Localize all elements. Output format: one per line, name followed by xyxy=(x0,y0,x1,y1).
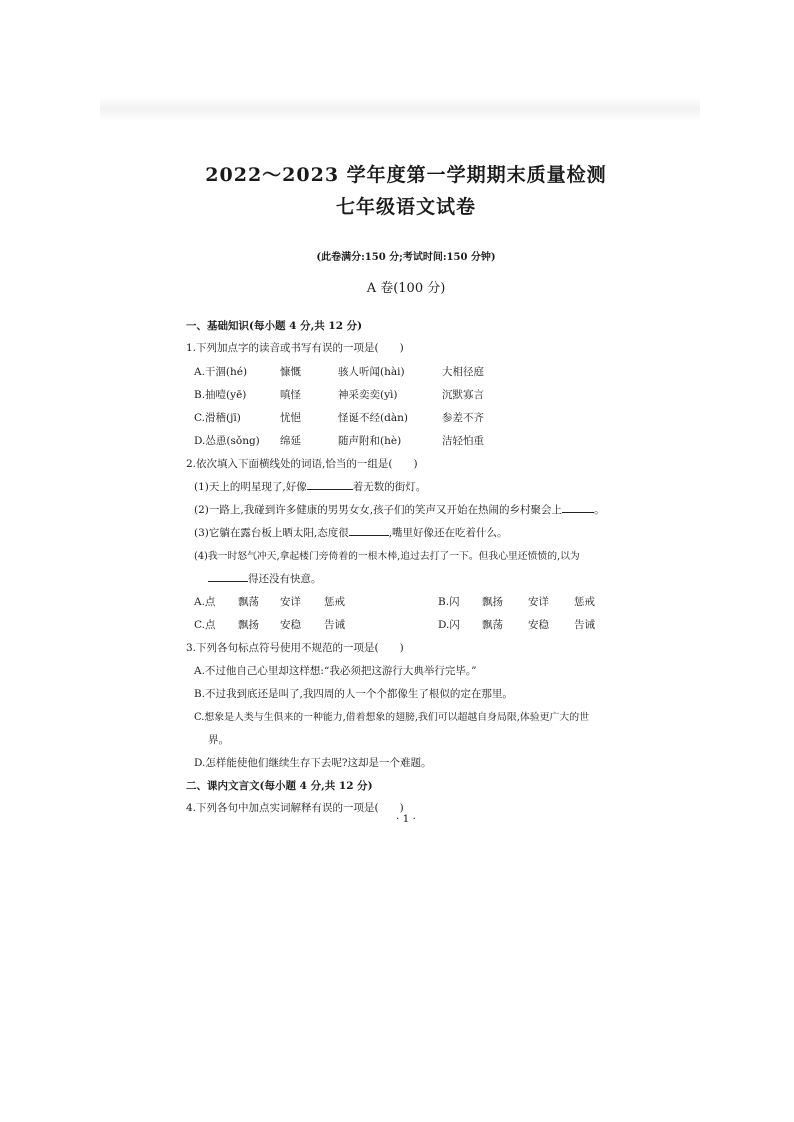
q1-a-1: A.干涸(hé) xyxy=(194,366,248,378)
q3-stem: 3.下列各句标点符号使用不规范的一项是( ) xyxy=(186,642,404,654)
q2-sentence-2 xyxy=(194,502,605,517)
q3-option-d: D.怎样能使他们继续生存下去呢?这却是一个难题。 xyxy=(194,757,432,769)
exam-title: 2022～2023 学年度第一学期期末质量检测 xyxy=(205,164,607,186)
q2-sentence-4-cont xyxy=(208,571,322,586)
q3-option-a: A.不过他自己心里却这样想:“我必须把这游行大典举行完毕。” xyxy=(194,665,477,677)
exam-subtitle: 七年级语文试卷 xyxy=(335,196,476,218)
q2-c-1: C.点 xyxy=(194,619,216,631)
q1-a-2: 慷慨 xyxy=(280,366,301,378)
q2-s4-blank xyxy=(208,571,248,582)
q1-c-2: 忧悒 xyxy=(280,412,301,424)
part1-heading: 一、基础知识(每小题 4 分,共 12 分) xyxy=(186,320,363,332)
q2-s4-text-end: 得还没有快意。 xyxy=(248,573,322,585)
q2-s3-text: (3)它躺在露台板上晒太阳,态度很 xyxy=(194,527,349,539)
q1-d-4: 洁轻怕重 xyxy=(442,435,484,447)
q2-d-1: D.闪 xyxy=(438,619,460,631)
q1-b-4: 沉默寡言 xyxy=(442,389,484,401)
q2-c-2: 飘扬 xyxy=(238,619,259,631)
q4-stem: 4.下列各句中加点实词解释有误的一项是( ) xyxy=(186,802,404,814)
scan-shadow xyxy=(100,96,700,122)
q2-b-2: 飘扬 xyxy=(482,596,503,608)
q2-c-4: 告诫 xyxy=(324,619,345,631)
q2-s1-text-end: 着无数的街灯。 xyxy=(352,481,427,493)
q1-d-3: 随声附和(hè) xyxy=(338,435,402,447)
q2-s1-blank xyxy=(307,479,353,490)
q2-b-4: 惩戒 xyxy=(574,596,595,608)
q1-d-2: 绵延 xyxy=(280,435,301,447)
q2-d-2: 飘荡 xyxy=(482,619,503,631)
q2-s2-text-end: 。 xyxy=(594,504,605,516)
q2-d-4: 告诫 xyxy=(574,619,595,631)
q2-sentence-1 xyxy=(194,479,426,494)
q1-a-4: 大相径庭 xyxy=(442,366,484,378)
exam-meta: (此卷满分:150 分;考试时间:150 分钟) xyxy=(316,252,496,263)
q2-sentence-4: (4)我一时怒气冲天,拿起楼门旁倚着的一根木棒,追过去打了一下。但我心里还愤愤的,以为 xyxy=(194,551,580,562)
q1-b-1: B.抽噎(yē) xyxy=(194,389,247,401)
section-heading: A 卷(100 分) xyxy=(366,281,446,296)
q2-c-3: 安稳 xyxy=(280,619,301,631)
q3-option-b: B.不过我到底还是叫了,我四周的人一个个都像生了根似的定在那里。 xyxy=(194,688,513,700)
q2-d-3: 安稳 xyxy=(528,619,549,631)
q3-option-c-cont: 界。 xyxy=(208,734,229,746)
q1-a-3: 骇人听闻(hài) xyxy=(338,366,405,378)
q2-b-1: B.闪 xyxy=(438,596,460,608)
part2-heading: 二、课内文言文(每小题 4 分,共 12 分) xyxy=(186,780,373,792)
q1-stem: 1.下列加点字的读音或书写有误的一项是( ) xyxy=(186,342,404,354)
q2-a-1: A.点 xyxy=(194,596,216,608)
q1-c-4: 参差不齐 xyxy=(442,412,484,424)
q3-option-c: C.想象是人类与生俱来的一种能力,借着想象的翅膀,我们可以超越自身局限,体验更广大的世 xyxy=(194,712,590,723)
q2-stem: 2.依次填入下面横线处的词语,恰当的一组是( ) xyxy=(186,458,418,470)
q2-sentence-3 xyxy=(194,525,508,540)
q1-b-2: 嗔怪 xyxy=(280,389,301,401)
q2-a-2: 飘荡 xyxy=(238,596,259,608)
q1-b-3: 神采奕奕(yì) xyxy=(338,389,398,401)
q1-d-1: D.怂恿(sǒng) xyxy=(194,435,260,447)
q2-s3-blank xyxy=(349,525,389,536)
page-number: · 1 · xyxy=(395,813,417,825)
q2-s2-blank xyxy=(562,502,594,513)
q2-a-3: 安详 xyxy=(280,596,301,608)
q2-a-4: 惩戒 xyxy=(324,596,345,608)
q2-b-3: 安详 xyxy=(528,596,549,608)
q2-s1-text: (1)天上的明星现了,好像 xyxy=(194,481,307,493)
q1-c-1: C.滑稽(jī) xyxy=(194,412,241,424)
q2-s2-text: (2)一路上,我碰到许多健康的男男女女,孩子们的笑声又开始在热闹的乡村聚会上 xyxy=(194,504,563,516)
q2-s3-text-end: ,嘴里好像还在吃着什么。 xyxy=(388,527,508,539)
q1-c-3: 怪诞不经(dàn) xyxy=(338,412,408,424)
